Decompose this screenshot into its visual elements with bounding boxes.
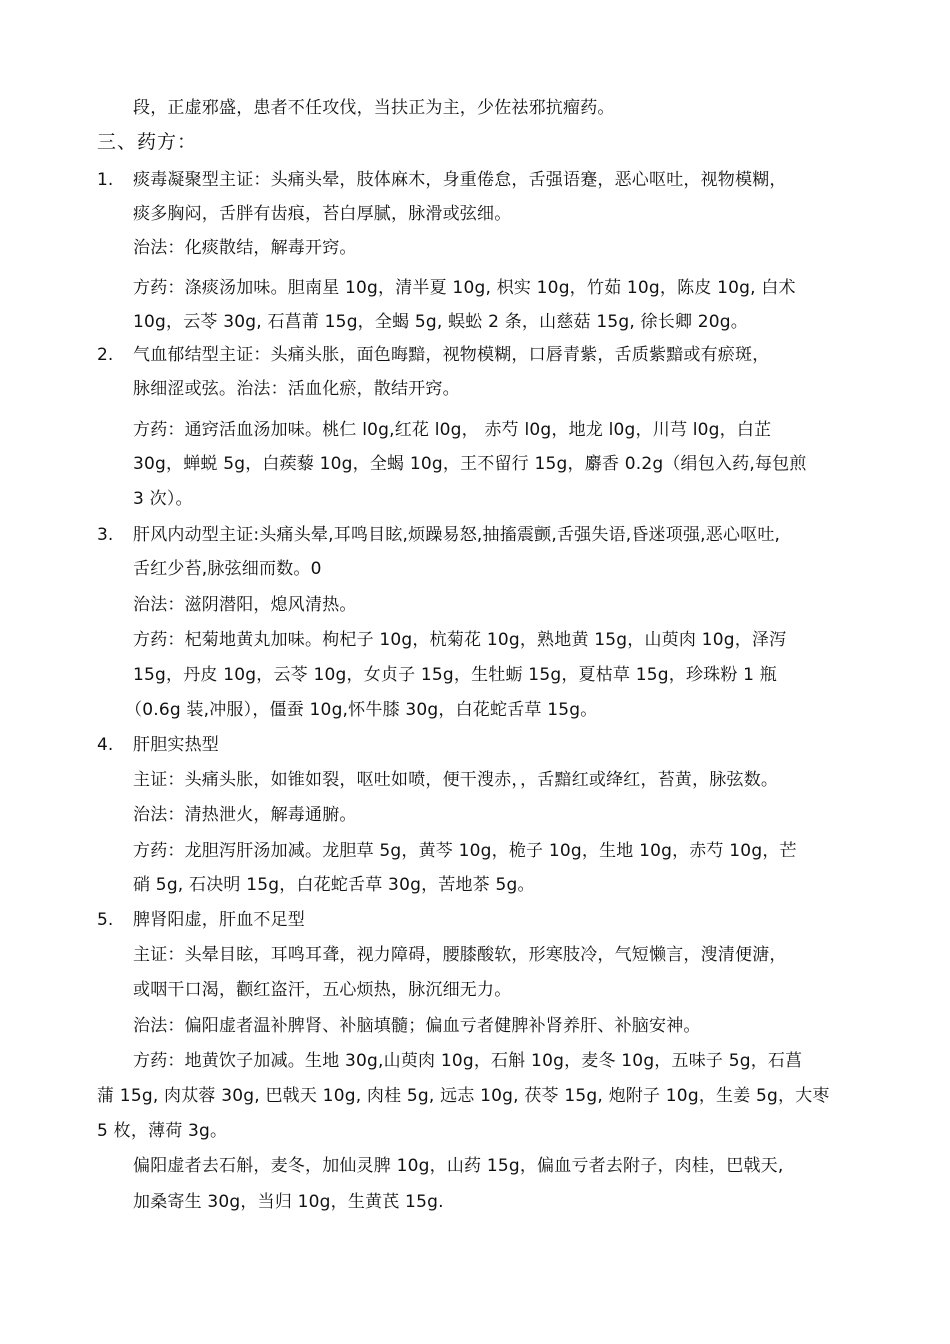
item-line: 脉细涩或弦。治法：活血化瘀，散结开窍。 (133, 379, 460, 399)
item-line: 治法：偏阳虚者温补脾肾、补脑填髓；偏血亏者健脾补肾养肝、补脑安神。 (133, 1016, 701, 1036)
item-line: 硝 5g, 石决明 15g，白花蛇舌草 30g，苦地茶 5g。 (133, 875, 535, 895)
item-line: 脾肾阳虚，肝血不足型 (133, 910, 305, 930)
item-number: 2. (97, 345, 114, 365)
item-line: 方药：地黄饮子加减。生地 30g,山萸肉 10g，石斛 10g，麦冬 10g，五味子 5g，石菖 (133, 1051, 803, 1071)
item-line: 主证：头痛头胀，如锥如裂，呕吐如喷，便干溲赤，，舌黯红或绛红，苔黄，脉弦数。 (133, 770, 779, 790)
item-number: 4. (97, 735, 114, 755)
item-line: 30g，蝉蜕 5g，白蒺藜 10g，全蝎 10g，王不留行 15g，麝香 0.2g（绢包入药,每包煎 (133, 454, 807, 474)
item-line: 舌红少苔,脉弦细而数。0 (133, 559, 322, 579)
item-line: 肝风内动型主证:头痛头晕,耳鸣目眩,烦躁易怒,抽搐震颤,舌强失语,昏迷项强,恶心呕吐, (133, 525, 781, 545)
item-line: 痰毒凝聚型主证：头痛头晕，肢体麻木，身重倦怠，舌强语蹇，恶心呕吐，视物模糊， (133, 170, 787, 190)
item-line: 偏阳虚者去石斛，麦冬，加仙灵脾 10g，山药 15g，偏血亏者去附子，肉桂，巴戟天, (133, 1156, 784, 1176)
item-line: 气血郁结型主证：头痛头胀，面色晦黯，视物模糊，口唇青紫，舌质紫黯或有瘀斑， (133, 345, 770, 365)
intro-line: 段，正虚邪盛，患者不任攻伐，当扶正为主，少佐祛邪抗瘤药。 (133, 98, 615, 118)
section-heading: 三、药方： (97, 131, 198, 153)
item-number: 5. (97, 910, 114, 930)
item-line: 方药：杞菊地黄丸加味。枸杞子 10g，杭菊花 10g，熟地黄 15g，山萸肉 10g，泽泻 (133, 630, 787, 650)
item-line: 加桑寄生 30g，当归 10g，生黄芪 15g. (133, 1192, 444, 1212)
item-line: 痰多胸闷，舌胖有齿痕，苔白厚腻，脉滑或弦细。 (133, 204, 512, 224)
item-line: 肝胆实热型 (133, 735, 219, 755)
item-line: 治法：清热泄火，解毒通腑。 (133, 805, 357, 825)
item-line: 治法：化痰散结，解毒开窍。 (133, 238, 357, 258)
item-line: 治法：滋阴潜阳，熄风清热。 (133, 595, 357, 615)
item-number: 1. (97, 170, 114, 190)
item-line: 10g，云苓 30g, 石菖莆 15g，全蝎 5g, 蜈蚣 2 条，山慈菇 15g, 徐长卿 20g。 (133, 312, 748, 332)
item-line: 或咽干口渴，颧红盗汗，五心烦热，脉沉细无力。 (133, 980, 512, 1000)
item-line: 5 枚，薄荷 3g。 (97, 1121, 228, 1141)
item-line: 方药：通窍活血汤加味。桃仁 l0g,红花 l0g， 赤芍 l0g，地龙 l0g，川芎 l0g，白芷 (133, 420, 772, 440)
item-line: 15g，丹皮 10g，云苓 10g，女贞子 15g，生牡蛎 15g，夏枯草 15g，珍珠粉 1 瓶 (133, 665, 777, 685)
item-line: 3 次）。 (133, 489, 193, 509)
item-line: 蒲 15g, 肉苁蓉 30g, 巴戟天 10g, 肉桂 5g, 远志 10g, 茯苓 15g, 炮附子 10g，生姜 5g，大枣 (97, 1086, 830, 1106)
item-line: 方药：涤痰汤加味。胆南星 10g，清半夏 10g, 枳实 10g，竹茹 10g，陈皮 10g, 白术 (133, 278, 796, 298)
item-line: 主证：头晕目眩，耳鸣耳聋，视力障碍，腰膝酸软，形寒肢冷，气短懒言，溲清便溏， (133, 945, 787, 965)
item-line: 方药：龙胆泻肝汤加减。龙胆草 5g，黄芩 10g，桅子 10g，生地 10g，赤芍 10g，芒 (133, 841, 797, 861)
item-number: 3. (97, 525, 114, 545)
item-line: （0.6g 装,冲服），僵蚕 10g,怀牛膝 30g，白花蛇舌草 15g。 (125, 700, 598, 720)
